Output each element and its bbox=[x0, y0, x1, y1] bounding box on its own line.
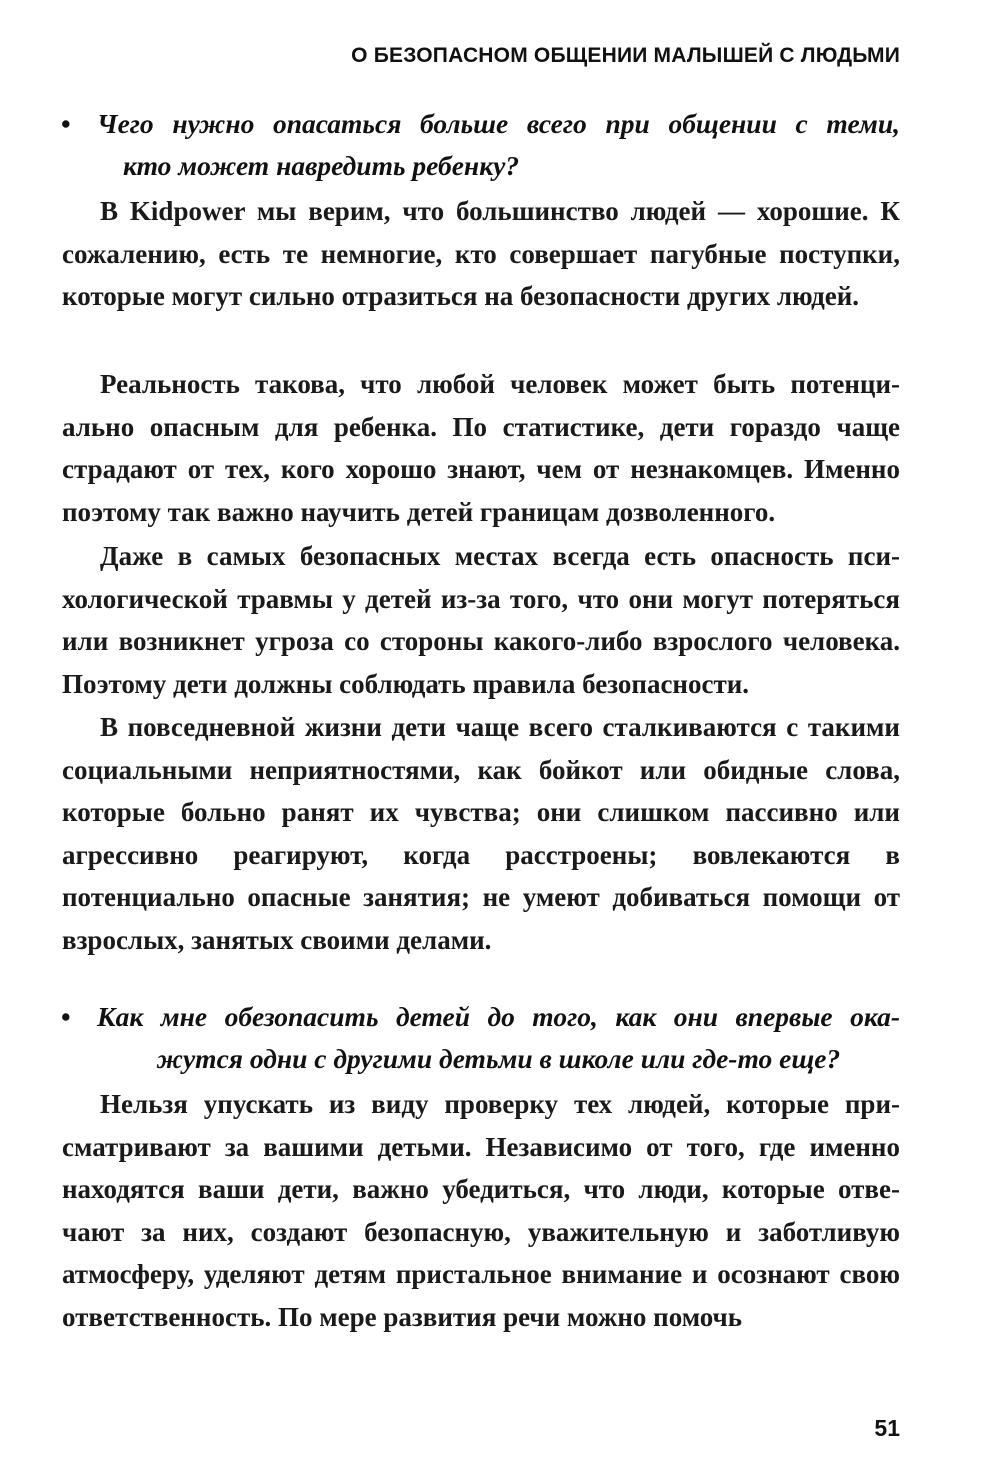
running-head: О БЕЗОПАСНОМ ОБЩЕНИИ МАЛЫШЕЙ С ЛЮДЬМИ bbox=[351, 44, 900, 67]
question-line: Чего нужно опасаться больше всего при общении с теми, bbox=[97, 108, 900, 139]
body-paragraph: Реальность такова, что любой человек может быть потенциально опасным для ребенка. По статистике, дети гораздо чаще страдают от тех, кого хорошо знают, чем от незнакомцев. Именно поэтому так важно научить детей границам дозволенного. bbox=[62, 369, 900, 527]
bullet-icon: • bbox=[61, 1001, 71, 1032]
page-number: 51 bbox=[874, 1415, 900, 1441]
bullet-icon: • bbox=[61, 108, 71, 139]
body-paragraph: В повседневной жизни дети чаще всего сталкиваются с такими социальными неприятностями, как бойкот или обидные слова, которые больно ранят их чувства; они слишком пассивно или агрессивно реагируют, когда расстроены; вовлекаются в потенциально опасные занятия; не умеют добиваться помощи от взрослых, занятых своими делами. bbox=[62, 712, 900, 955]
question-line: жутся одни с другими детьми в школе или где-то еще? bbox=[156, 1043, 841, 1074]
question-heading bbox=[61, 103, 900, 187]
body-paragraph: Нельзя упускать из виду проверку тех людей, которые присматривают за вашими детьми. Независимо от того, где именно находятся ваши дети, важно убедиться, что люди, которые отвечают за них, создают безопасную, уважительную и заботливую атмосферу, уделяют детям пристальное внимание и осознают свою ответственность. По мере развития речи можно помочь bbox=[62, 1089, 900, 1332]
book-page bbox=[62, 0, 900, 1473]
body-paragraph: В Kidpower мы верим, что большинство людей — хорошие. К сожалению, есть те немногие, кто совершает пагубные поступки, которые могут сильно отразиться на безопасности других людей. bbox=[62, 196, 900, 312]
question-heading bbox=[61, 996, 900, 1080]
question-line: кто может навредить ребенку? bbox=[123, 150, 520, 181]
question-line: Как мне обезопасить детей до того, как они впервые ока- bbox=[97, 1001, 900, 1032]
body-paragraph: Даже в самых безопасных местах всегда есть опасность психологической травмы у детей из-за того, что они могут потеряться или возникнет угроза со стороны какого-либо взрослого человека. Поэтому дети должны соблюдать правила безопасности. bbox=[62, 541, 900, 699]
